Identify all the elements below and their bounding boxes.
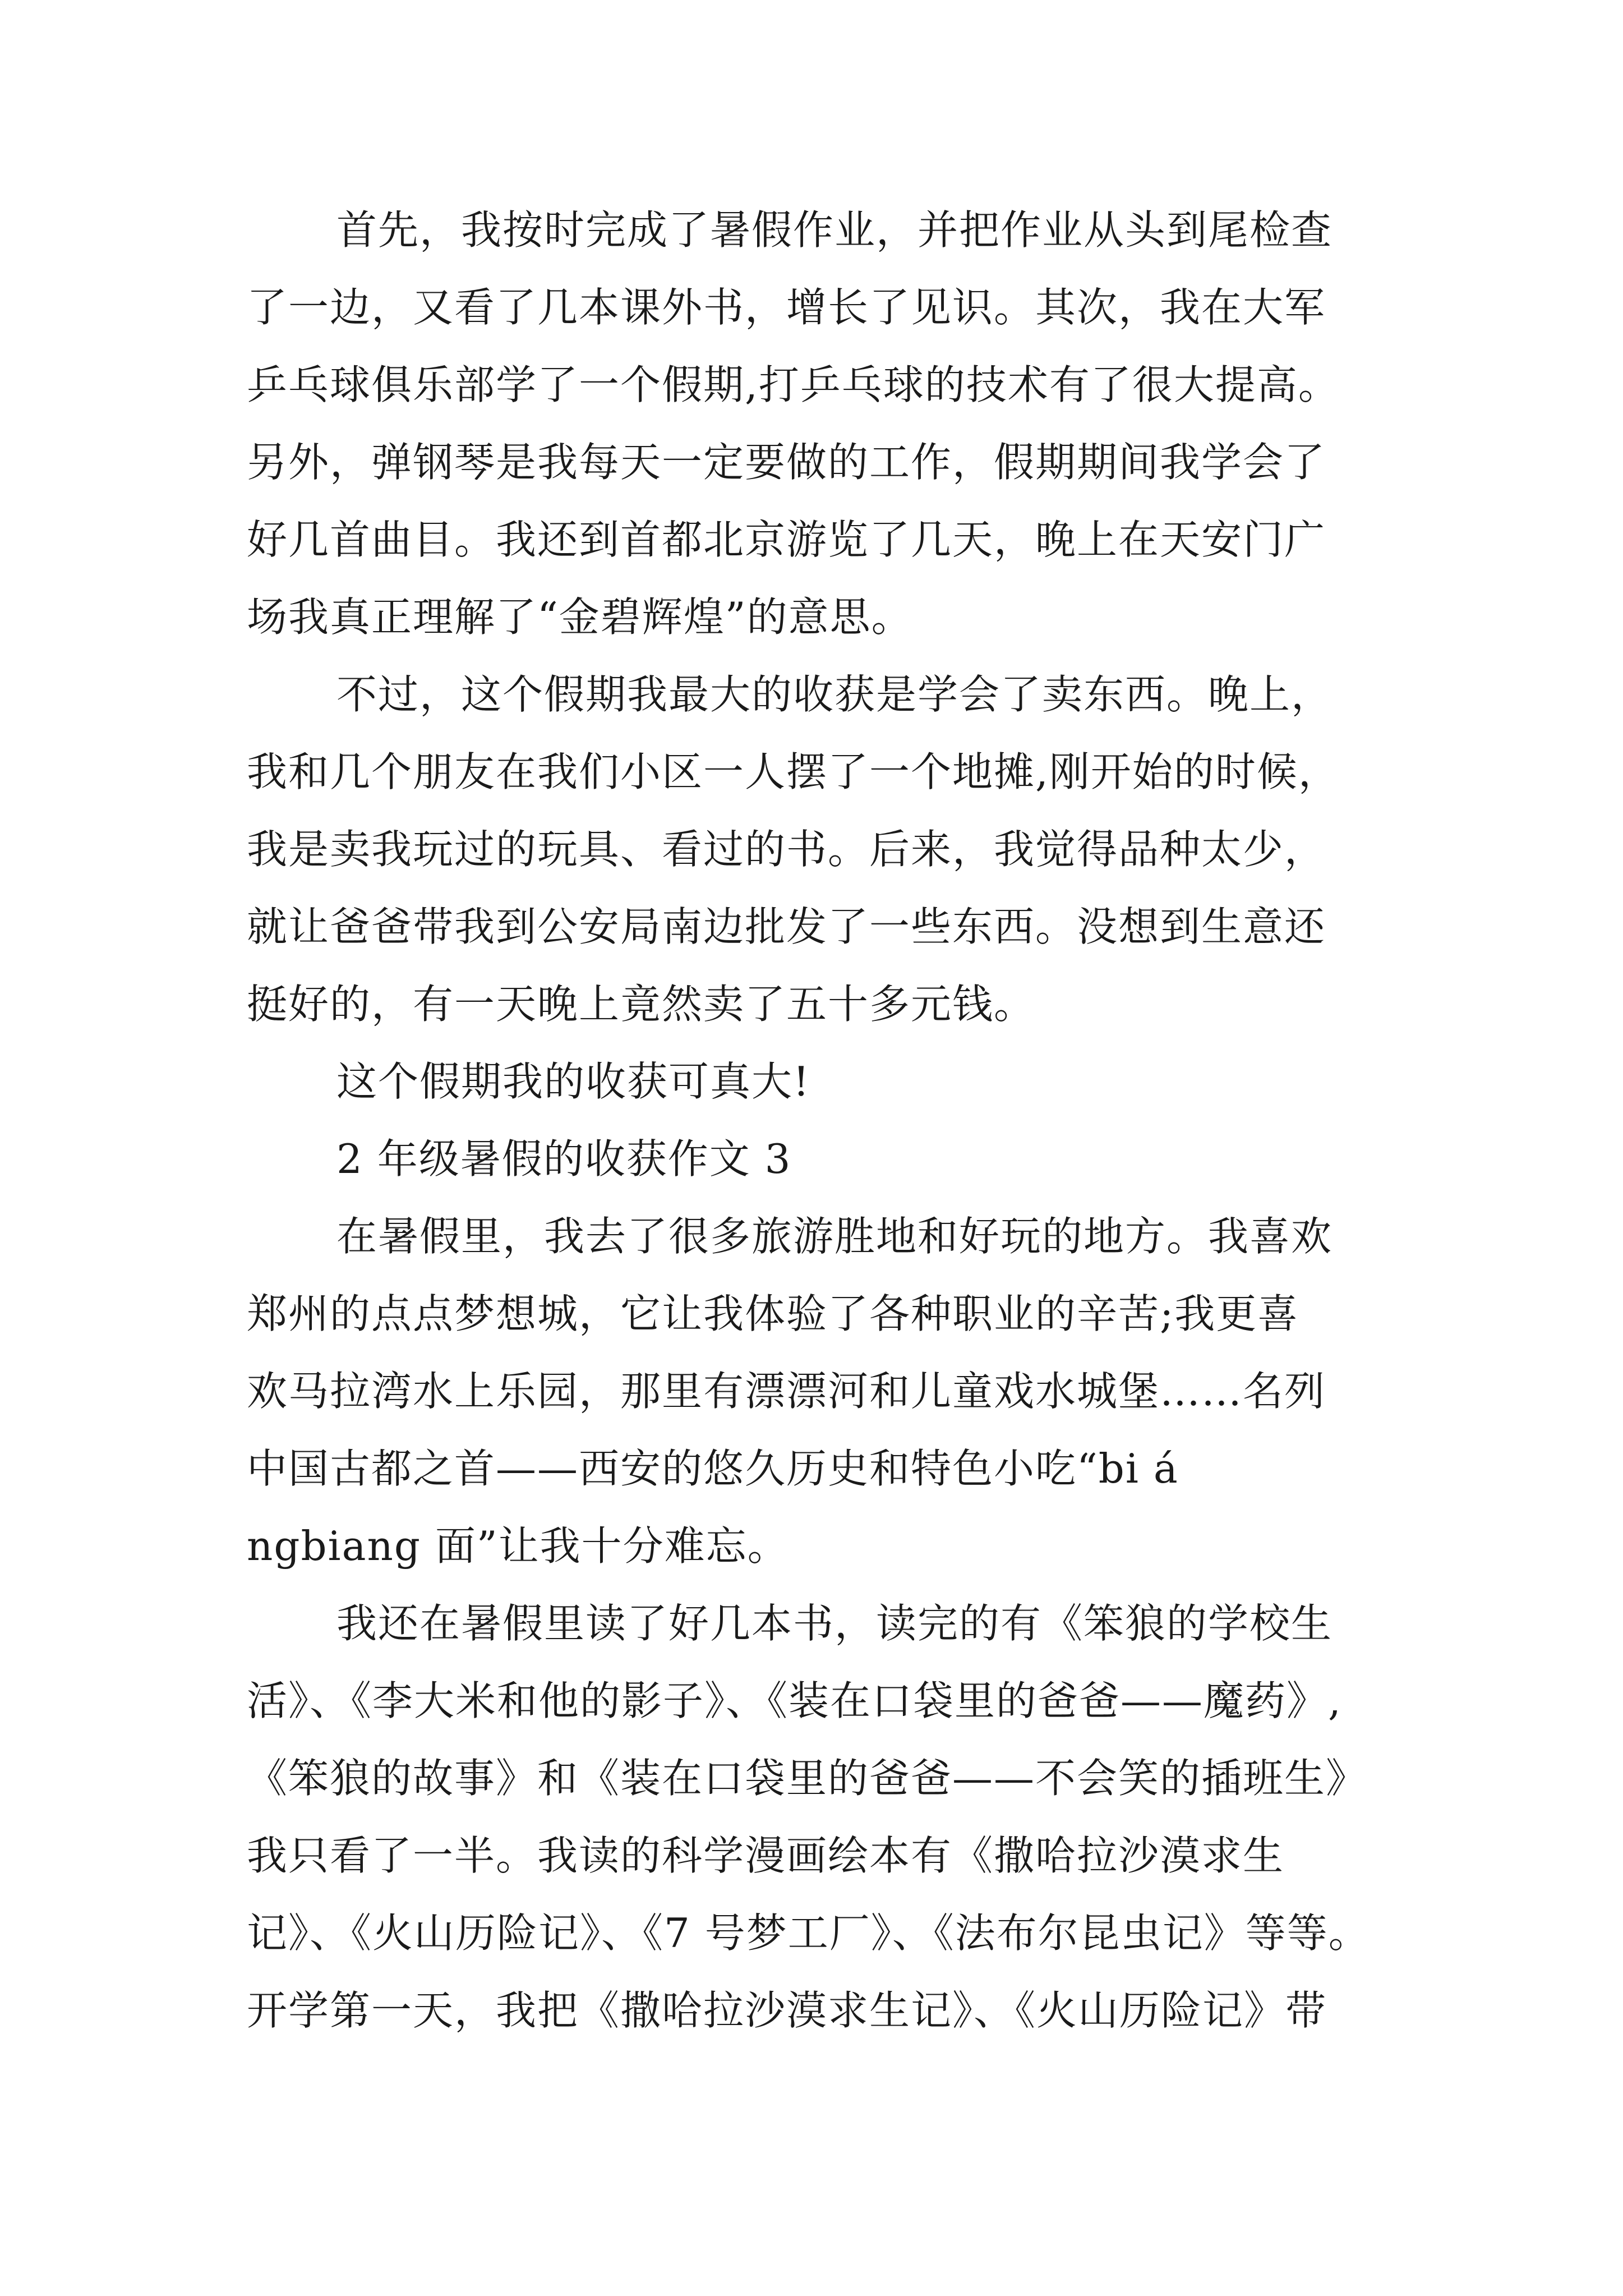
paragraph-line: 活》、《李大米和他的影子》、《装在口袋里的爸爸——魔药》,: [247, 1677, 1342, 1724]
paragraph-line: 另外，弹钢琴是我每天一定要做的工作，假期期间我学会了: [247, 439, 1326, 486]
paragraph-line: 不过，这个假期我最大的收获是学会了卖东西。晚上，: [336, 671, 1333, 718]
paragraph-line: 我和几个朋友在我们小区一人摆了一个地摊,刚开始的时候，: [247, 748, 1340, 795]
paragraph-line: 《笨狼的故事》和《装在口袋里的爸爸——不会笑的插班生》: [247, 1755, 1368, 1802]
paragraph-line: 乒乓球俱乐部学了一个假期,打乒乓球的技术有了很大提高。: [247, 361, 1340, 408]
paragraph-line: 记》、《火山历险记》、《7 号梦工厂》、《法布尔昆虫记》等等。: [247, 1910, 1370, 1957]
paragraph-line: 在暑假里，我去了很多旅游胜地和好玩的地方。我喜欢: [336, 1213, 1333, 1260]
paragraph-line: 我是卖我玩过的玩具、看过的书。后来，我觉得品种太少，: [247, 826, 1326, 873]
paragraph-line: 开学第一天，我把《撒哈拉沙漠求生记》、《火山历险记》带: [247, 1987, 1327, 2034]
paragraph-line: 好几首曲目。我还到首都北京游览了几天，晚上在天安门广: [247, 516, 1326, 563]
paragraph-line: 场我真正理解了“金碧辉煌”的意思。: [247, 593, 913, 641]
paragraph-line: 欢马拉湾水上乐园，那里有漂漂河和儿童戏水城堡……名列: [247, 1368, 1326, 1415]
paragraph-line: 挺好的，有一天晚上竟然卖了五十多元钱。: [247, 981, 1036, 1028]
paragraph-line: 我只看了一半。我读的科学漫画绘本有《撒哈拉沙漠求生: [247, 1832, 1285, 1879]
paragraph-line: 就让爸爸带我到公安局南边批发了一些东西。没想到生意还: [247, 903, 1326, 950]
paragraph-line: ngbiang 面”让我十分难忘。: [247, 1522, 789, 1570]
section-heading: 2 年级暑假的收获作文 3: [336, 1135, 792, 1182]
paragraph-line: 我还在暑假里读了好几本书，读完的有《笨狼的学校生: [336, 1600, 1333, 1647]
paragraph-line: 了一边，又看了几本课外书，增长了见识。其次，我在大军: [247, 284, 1326, 331]
paragraph-line: 郑州的点点梦想城，它让我体验了各种职业的辛苦;我更喜: [247, 1290, 1299, 1337]
paragraph-line: 中国古都之首——西安的悠久历史和特色小吃“bi á: [247, 1445, 1179, 1492]
paragraph-line: 首先，我按时完成了暑假作业，并把作业从头到尾检查: [336, 206, 1333, 254]
paragraph-line: 这个假期我的收获可真大!: [336, 1058, 810, 1105]
